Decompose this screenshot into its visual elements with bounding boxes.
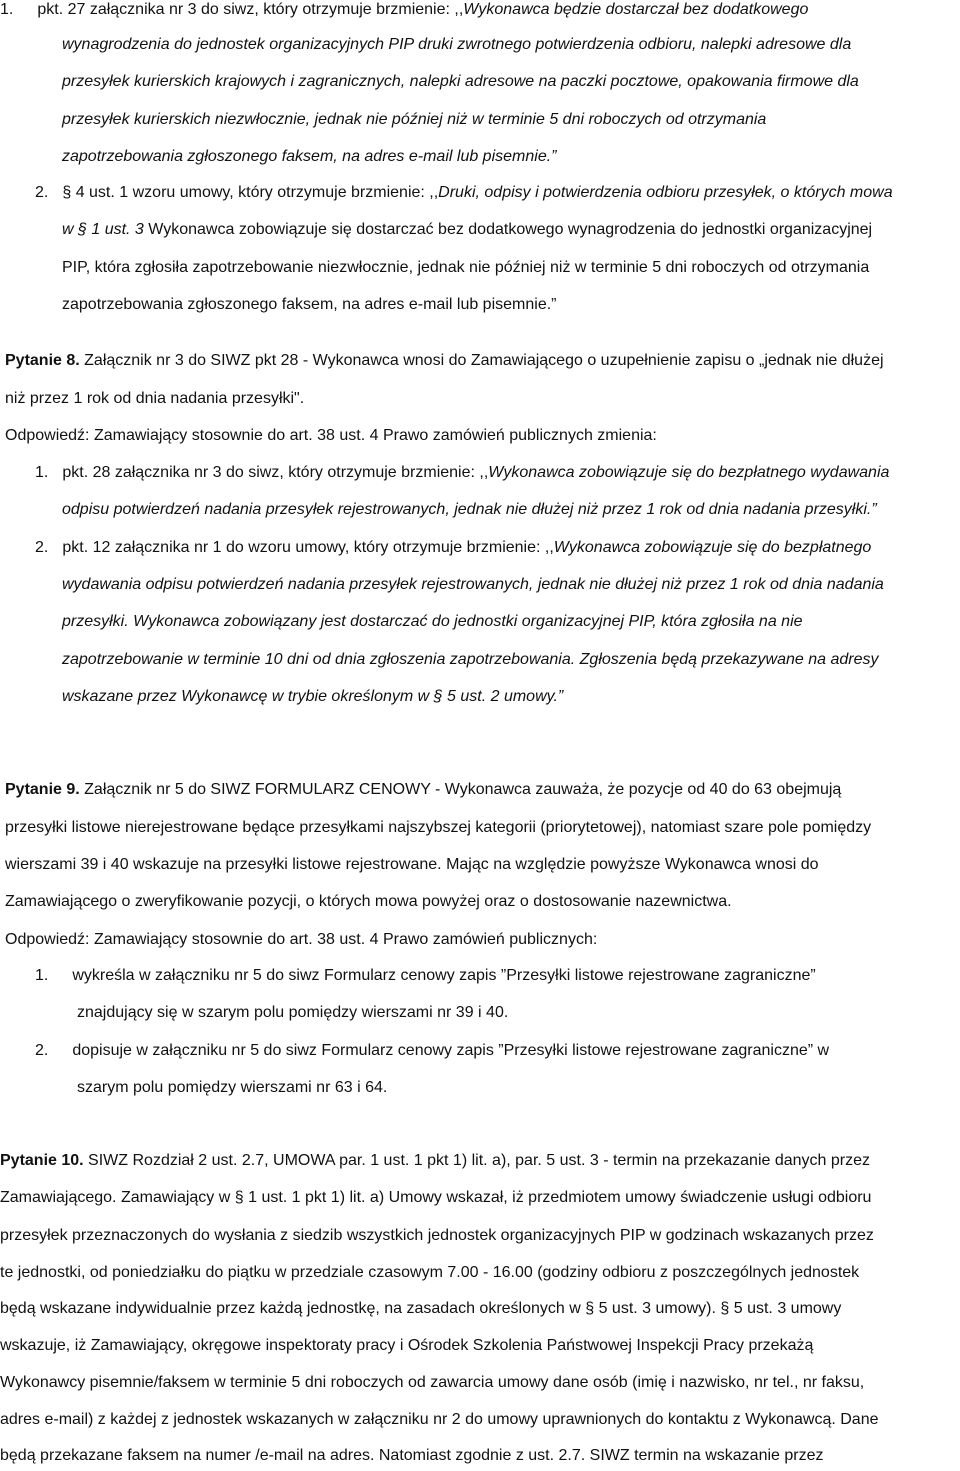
question-label: Pytanie 10.: [0, 1152, 84, 1169]
list-number: 1.: [0, 1, 14, 18]
text-line: Wykonawcy pisemnie/faksem w terminie 5 dni roboczych od zawarcia umowy dane osób (imię i nazwisko, nr tel., nr faksu,: [0, 1374, 865, 1391]
text-line: będą przekazane faksem na numer /e-mail na adres. Natomiast zgodnie z ust. 2.7. SIWZ termin na wskazanie przez: [0, 1447, 824, 1464]
quoted-text: Wykonawca zobowiązuje się do bezpłatnego wydawania: [488, 464, 890, 481]
text-line: znajdujący się w szarym polu pomiędzy wierszami nr 39 i 40.: [77, 1004, 509, 1021]
answer-heading: Odpowiedź: Zamawiający stosownie do art. 38 ust. 4 Prawo zamówień publicznych:: [5, 931, 598, 948]
text-line: przesyłek kurierskich niezwłocznie, jednak nie później niż w terminie 5 dni roboczych od otrzymania: [62, 111, 767, 128]
text-line: niż przez 1 rok od dnia nadania przesyłki".: [5, 390, 305, 407]
quoted-text: Druki, odpisy i potwierdzenia odbioru przesyłek, o których mowa: [438, 184, 893, 201]
question-9: [5, 780, 841, 800]
question-label: Pytanie 9.: [5, 781, 80, 798]
text-line: przesyłek kurierskich krajowych i zagranicznych, nalepki adresowe na paczki pocztowe, opakowania firmowe dla: [62, 73, 859, 90]
question-10: [0, 1151, 870, 1171]
text-line: zapotrzebowania zgłoszonego faksem, na adres e-mail lub pisemnie.”: [62, 296, 557, 313]
question-label: Pytanie 8.: [5, 352, 80, 369]
list-item-2: [35, 1041, 829, 1061]
text-line: PIP, która zgłosiła zapotrzebowanie niezwłocznie, jednak nie później niż w terminie 5 dni roboczych od otrzymania: [62, 259, 870, 276]
text-line: wynagrodzenia do jednostek organizacyjnych PIP druki zwrotnego potwierdzenia odbioru, nalepki adresowe dla: [62, 36, 852, 53]
quoted-text: Wykonawca będzie dostarczał bez dodatkowego: [463, 1, 809, 18]
list-item-2: [35, 538, 871, 558]
list-text: § 4 ust. 1 wzoru umowy, który otrzymuje brzmienie: ,,: [62, 184, 439, 201]
text-line: te jednostki, od poniedziałku do piątku w przedziale czasowym 7.00 - 16.00 (godziny odbioru z poszczególnych jednostek: [0, 1264, 860, 1281]
text-line: Zamawiającego o zweryfikowanie pozycji, o których mowa powyżej oraz o dostosowanie nazewnictwa.: [5, 893, 732, 910]
quoted-text: Wykonawca zobowiązuje się do bezpłatnego: [553, 539, 872, 556]
text-line: wskazuje, iż Zamawiający, okręgowe inspektoraty pracy i Ośrodek Szkolenia Państwowej Inspekcji Pracy przekażą: [0, 1337, 814, 1354]
text-line: adres e-mail) z każdej z jednostek wskazanych w załączniku nr 2 do umowy uprawnionych do kontaktu z Wykonawcą. Dane: [0, 1411, 879, 1428]
text-line: przesyłki. Wykonawca zobowiązany jest dostarczać do jednostki organizacyjnej PIP, która zgłosiła na nie: [62, 613, 803, 630]
list-text: pkt. 27 załącznika nr 3 do siwz, który otrzymuje brzmienie: ,,: [37, 1, 464, 18]
text-line: wskazane przez Wykonawcę w trybie określonym w § 5 ust. 2 umowy.”: [62, 688, 564, 705]
text-line: będą wskazane indywidualnie przez każdą jednostkę, na zasadach określonych w § 5 ust. 3 umowy). § 5 ust. 3 umowy: [0, 1300, 842, 1317]
text-line: zapotrzebowania zgłoszonego faksem, na adres e-mail lub pisemnie.”: [62, 148, 557, 165]
list-number: 1.: [35, 967, 49, 984]
text-line: w § 1 ust. 3 Wykonawca zobowiązuje się dostarczać bez dodatkowego wynagrodzenia do jednostki organizacyjnej: [62, 221, 873, 238]
list-item-1: [35, 463, 889, 483]
text-line: przesyłki listowe nierejestrowane będące przesyłkami najszybszej kategorii (priorytetowej), natomiast szare pole pomiędzy: [5, 819, 872, 836]
list-item-1: [0, 0, 808, 20]
question-text: Załącznik nr 3 do SIWZ pkt 28 - Wykonawca wnosi do Zamawiającego o uzupełnienie zapisu o „jednak nie dłużej: [79, 352, 884, 369]
question-text: Załącznik nr 5 do SIWZ FORMULARZ CENOWY - Wykonawca zauważa, że pozycje od 40 do 63 obejmują: [79, 781, 842, 798]
text-line: wierszami 39 i 40 wskazuje na przesyłki listowe rejestrowane. Mając na względzie powyższe Wykonawca wnosi do: [5, 856, 819, 873]
list-item-1: [35, 966, 816, 986]
list-number: 2.: [35, 184, 49, 201]
list-text: pkt. 12 załącznika nr 1 do wzoru umowy, który otrzymuje brzmienie: ,,: [62, 539, 554, 556]
list-text: dopisuje w załączniku nr 5 do siwz Formularz cenowy zapis ”Przesyłki listowe rejestrowane zagraniczne” w: [72, 1042, 830, 1059]
text-line: Zamawiającego. Zamawiający w § 1 ust. 1 pkt 1) lit. a) Umowy wskazał, iż przedmiotem umowy świadczenie usługi odbioru: [0, 1189, 872, 1206]
list-number: 1.: [35, 464, 49, 481]
list-number: 2.: [35, 1042, 49, 1059]
text-line: szarym polu pomiędzy wierszami nr 63 i 64.: [77, 1079, 388, 1096]
text-line: odpisu potwierdzeń nadania przesyłek rejestrowanych, jednak nie dłużej niż przez 1 rok od dnia nadania przesyłki.”: [62, 501, 877, 518]
list-text: pkt. 28 załącznika nr 3 do siwz, który otrzymuje brzmienie: ,,: [62, 464, 489, 481]
question-8: [5, 351, 884, 371]
text-line: wydawania odpisu potwierdzeń nadania przesyłek rejestrowanych, jednak nie dłużej niż przez 1 rok od dnia nadania: [62, 576, 884, 593]
list-number: 2.: [35, 539, 49, 556]
question-text: SIWZ Rozdział 2 ust. 2.7, UMOWA par. 1 ust. 1 pkt 1) lit. a), par. 5 ust. 3 - termin na przekazanie danych przez: [83, 1152, 871, 1169]
list-text: wykreśla w załączniku nr 5 do siwz Formularz cenowy zapis ”Przesyłki listowe rejestrowane zagraniczne”: [72, 967, 816, 984]
list-item-2: [35, 183, 893, 203]
answer-heading: Odpowiedź: Zamawiający stosownie do art. 38 ust. 4 Prawo zamówień publicznych zmienia:: [5, 427, 657, 444]
text-line: zapotrzebowanie w terminie 10 dni od dnia zgłoszenia zapotrzebowania. Zgłoszenia będą przekazywane na adresy: [62, 651, 879, 668]
text-line: przesyłek przeznaczonych do wysłania z siedzib wszystkich jednostek organizacyjnych PIP w godzinach wskazanych przez: [0, 1227, 874, 1244]
